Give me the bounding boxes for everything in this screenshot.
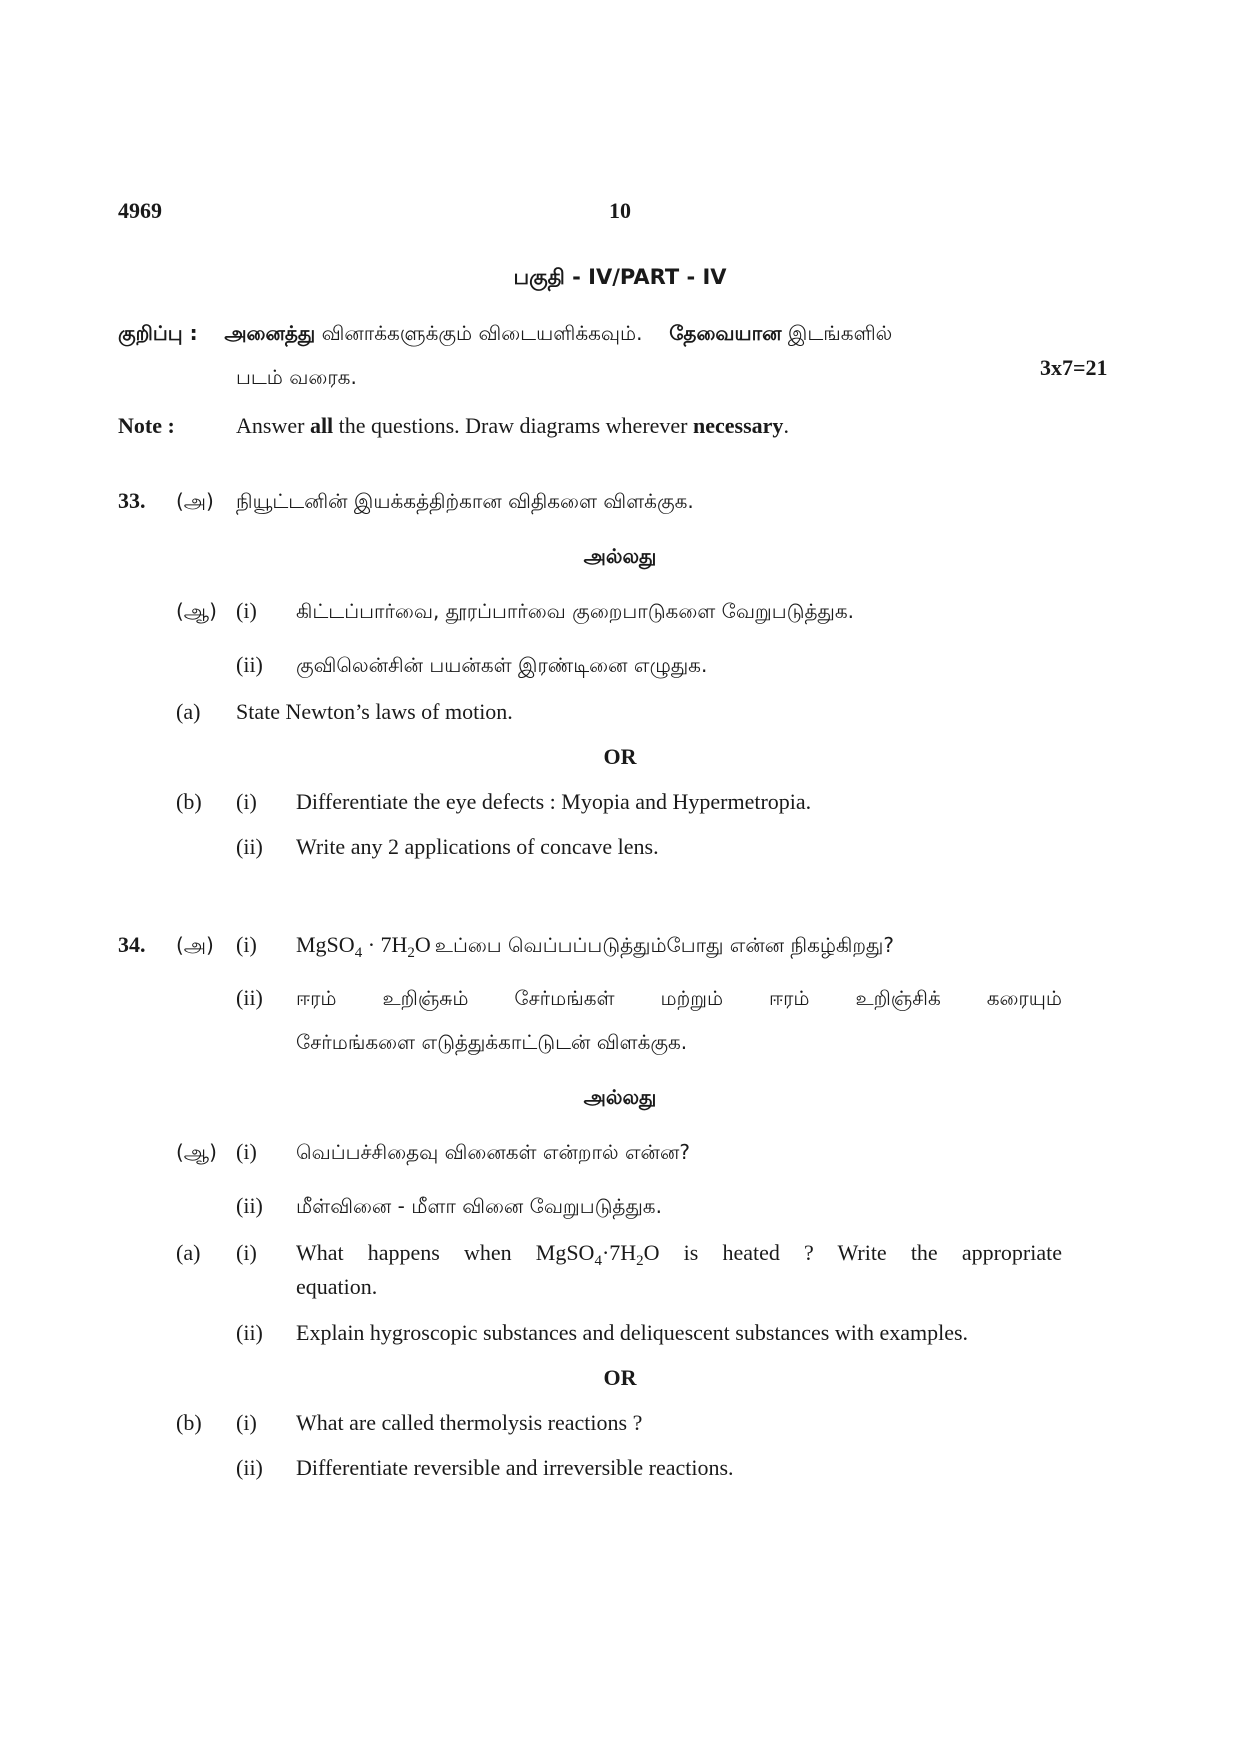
q33-en-b-ii-label: (ii) — [236, 834, 263, 859]
page-number: 10 — [609, 198, 631, 223]
tamil-note-text-3: படம் வரைக. — [236, 365, 357, 389]
q34-ta-or: அல்லது — [583, 1085, 657, 1109]
q34-en-b-label: (b) — [176, 1410, 202, 1435]
question-text-part: O is heated ? Write the appropriate — [643, 1240, 1062, 1265]
q33-ta-or: அல்லது — [583, 544, 657, 568]
english-note-text-2: the questions. Draw diagrams wherever — [338, 413, 688, 438]
q33-en-b-label: (b) — [176, 789, 202, 814]
question-text-part: What happens when MgSO — [296, 1240, 595, 1265]
q34-ta-a-i-line — [296, 930, 894, 963]
q33-ta-b-ii-text: குவிலென்சின் பயன்கள் இரண்டினை எழுதுக. — [296, 653, 708, 677]
q34-en-a-ii-label: (ii) — [236, 1320, 263, 1345]
q34-en-a-i-label: (i) — [236, 1240, 257, 1265]
q33-en-b-ii-text: Write any 2 applications of concave lens. — [296, 834, 659, 859]
english-note-text — [236, 411, 789, 441]
q33-ta-b-ii-label: (ii) — [236, 652, 263, 677]
english-note-word-all: all — [309, 413, 334, 438]
q34-ta-a-i-formula — [296, 932, 431, 961]
q34-number: 34. — [118, 932, 146, 957]
formula-subscript: 4 — [594, 1253, 602, 1269]
q34-en-b-i-text: What are called thermolysis reactions ? — [296, 1410, 643, 1435]
q34-ta-a-i-label: (i) — [236, 932, 257, 957]
marks-allocation: 3x7=21 — [1040, 355, 1108, 380]
q34-ta-a-label: (அ) — [176, 933, 214, 957]
english-note-text-1: Answer — [236, 413, 305, 438]
formula-subscript: 2 — [636, 1253, 644, 1269]
q34-ta-a-ii-label: (ii) — [236, 985, 263, 1010]
tamil-note-word-all: அனைத்து — [224, 321, 316, 345]
tamil-note-label: குறிப்பு : — [118, 321, 198, 345]
q33-en-a-label: (a) — [176, 699, 201, 724]
q34-en-b-i-label: (i) — [236, 1410, 257, 1435]
q34-ta-b-i-label: (i) — [236, 1139, 257, 1164]
q34-en-a-ii-text: Explain hygroscopic substances and deliquescent substances with examples. — [296, 1320, 969, 1345]
tamil-note-word-needed: தேவையான — [669, 321, 782, 345]
tamil-note-text-2: இடங்களில் — [787, 321, 893, 345]
tamil-note-text-1: வினாக்களுக்கும் விடையளிக்கவும். — [321, 321, 643, 345]
q33-ta-a-text: நியூட்டனின் இயக்கத்திற்கான விதிகளை விளக்குக. — [236, 489, 694, 513]
q34-ta-b-i-text: வெப்பச்சிதைவு வினைகள் என்றால் என்ன? — [296, 1140, 690, 1164]
q34-ta-a-ii-text-line1: ஈரம் உறிஞ்சும் சேர்மங்கள் மற்றும் ஈரம் உறிஞ்சிக் கரையும் — [296, 986, 1062, 1010]
q34-ta-a-ii-text-line2: சேர்மங்களை எடுத்துக்காட்டுடன் விளக்குக. — [296, 1030, 688, 1054]
q33-en-b-i-label: (i) — [236, 789, 257, 814]
q33-ta-b-i-text: கிட்டப்பார்வை, தூரப்பார்வை குறைபாடுகளை வேறுபடுத்துக. — [296, 599, 854, 623]
q34-ta-b-label: (ஆ) — [176, 1140, 217, 1164]
q33-en-or: OR — [603, 744, 637, 769]
q33-ta-a-label: (அ) — [176, 489, 214, 513]
q34-en-a-i-text-line1 — [296, 1238, 1062, 1268]
q33-ta-b-label: (ஆ) — [176, 599, 217, 623]
part-title-text: பகுதி - IV/PART - IV — [513, 265, 727, 289]
english-note-text-3: . — [783, 413, 789, 438]
q34-en-a-i-text-line2: equation. — [296, 1274, 378, 1299]
english-note-label: Note : — [118, 413, 175, 438]
q34-en-or: OR — [603, 1365, 637, 1390]
formula-part: MgSO — [296, 932, 355, 957]
question-text-part: ·7H — [601, 1240, 637, 1265]
q33-ta-b-i-label: (i) — [236, 598, 257, 623]
q34-ta-b-ii-label: (ii) — [236, 1193, 263, 1218]
q33-number: 33. — [118, 488, 146, 513]
part-title — [420, 262, 820, 292]
paper-code: 4969 — [118, 198, 162, 223]
english-note-word-necessary: necessary — [693, 413, 784, 438]
q33-en-a-text: State Newton’s laws of motion. — [236, 699, 513, 724]
formula-subscript: 4 — [354, 945, 363, 961]
q34-en-b-ii-label: (ii) — [236, 1455, 263, 1480]
formula-part: · 7H — [362, 932, 408, 957]
q34-en-b-ii-text: Differentiate reversible and irreversible reactions. — [296, 1455, 734, 1480]
tamil-note-line1 — [118, 318, 892, 348]
formula-part: O — [414, 932, 431, 957]
q34-ta-a-i-text: உப்பை வெப்பப்படுத்தும்போது என்ன நிகழ்கிறது? — [434, 933, 894, 957]
formula-subscript: 2 — [407, 945, 415, 961]
q33-en-b-i-text: Differentiate the eye defects : Myopia and Hypermetropia. — [296, 789, 812, 814]
q34-en-a-label: (a) — [176, 1240, 201, 1265]
q34-ta-b-ii-text: மீள்வினை - மீளா வினை வேறுபடுத்துக. — [296, 1194, 662, 1218]
